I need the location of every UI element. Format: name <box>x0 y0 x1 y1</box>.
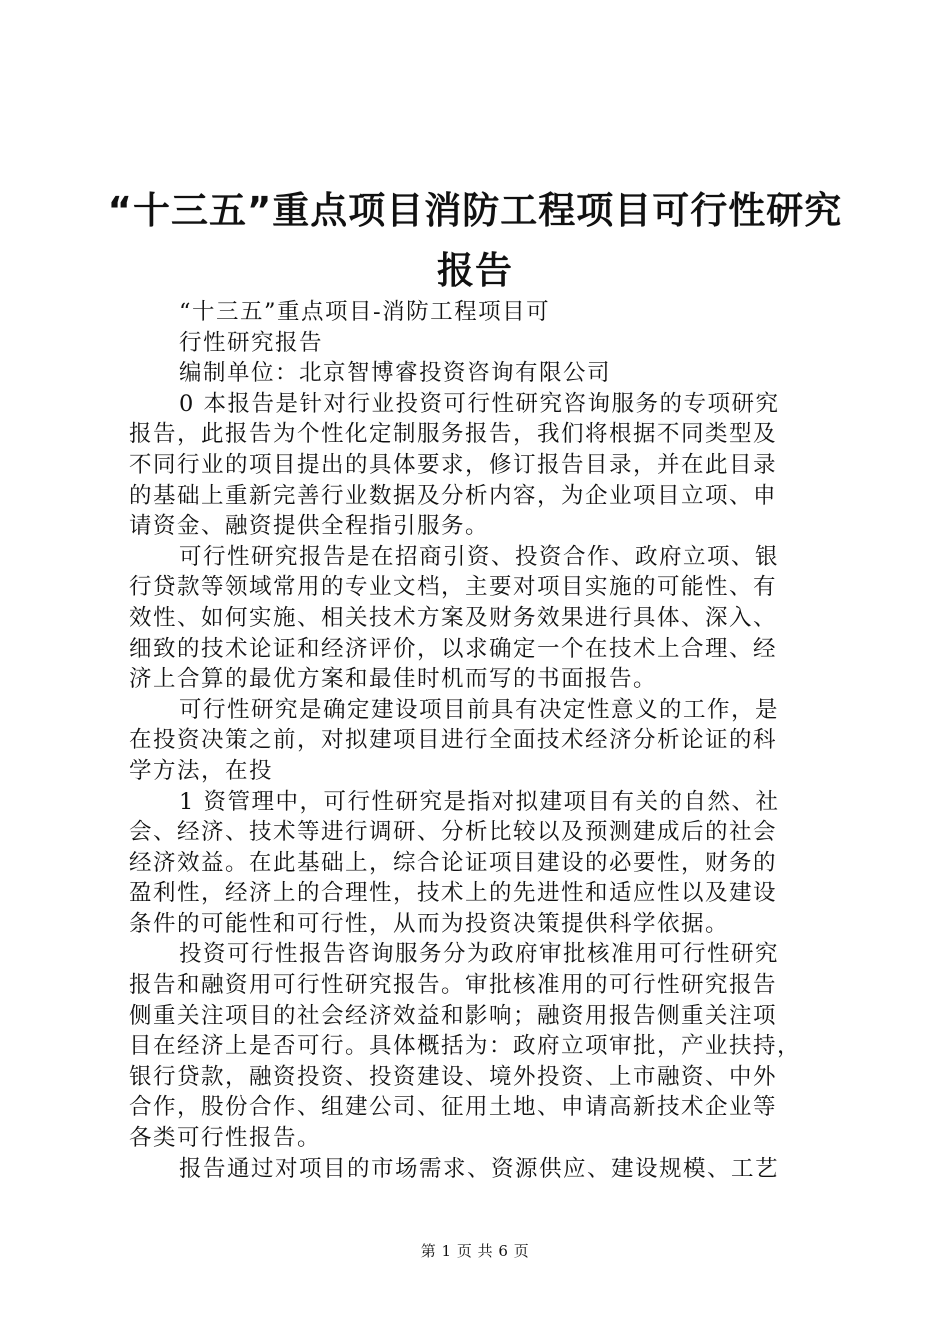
body-line: 济上合算的最优方案和最佳时机而写的书面报告。 <box>129 666 658 693</box>
body-line: 报告和融资用可行性研究报告。审批核准用的可行性研究报告 <box>129 972 778 999</box>
body-line: 条件的可能性和可行性，从而为投资决策提供科学依据。 <box>129 910 730 937</box>
body-line: 投资可行性报告咨询服务分为政府审批核准用可行性研究 <box>179 941 780 968</box>
page-footer: 第 1 页 共 6 页 <box>420 1242 530 1260</box>
body-line: 行性研究报告 <box>179 329 324 356</box>
body-line: 可行性研究是确定建设项目前具有决定性意义的工作，是 <box>179 696 780 723</box>
body-line: 细致的技术论证和经济评价，以求确定一个在技术上合理、经 <box>129 635 778 662</box>
body-line: 0 本报告是针对行业投资可行性研究咨询服务的专项研究 <box>179 390 780 417</box>
body-line: 在投资决策之前，对拟建项目进行全面技术经济分析论证的科 <box>129 727 778 754</box>
body-line: “十三五”重点项目-消防工程项目可 <box>179 299 551 325</box>
body-line: 经济效益。在此基础上，综合论证项目建设的必要性，财务的 <box>129 849 778 876</box>
body-line: 行贷款等领域常用的专业文档，主要对项目实施的可能性、有 <box>129 574 778 601</box>
body-line: 各类可行性报告。 <box>129 1125 322 1152</box>
body-line: 报告通过对项目的市场需求、资源供应、建设规模、工艺 <box>179 1155 780 1182</box>
body-line: 1 资管理中，可行性研究是指对拟建项目有关的自然、社 <box>179 788 780 815</box>
body-line: 会、经济、技术等进行调研、分析比较以及预测建成后的社会 <box>129 819 778 846</box>
body-line: 侧重关注项目的社会经济效益和影响；融资用报告侧重关注项 <box>129 1002 778 1029</box>
body-line: 目在经济上是否可行。具体概括为：政府立项审批，产业扶持， <box>129 1033 802 1060</box>
body-line: 可行性研究报告是在招商引资、投资合作、政府立项、银 <box>179 543 780 570</box>
body-line: 效性、如何实施、相关技术方案及财务效果进行具体、深入、 <box>129 604 778 631</box>
body-line: 银行贷款，融资投资、投资建设、境外投资、上市融资、中外 <box>129 1063 778 1090</box>
body-line: 报告，此报告为个性化定制服务报告，我们将根据不同类型及 <box>129 421 778 448</box>
body-line: 合作，股份合作、组建公司、征用土地、申请高新技术企业等 <box>129 1094 778 1121</box>
document-body <box>129 297 844 1184</box>
document-title-line-2: 报告 <box>437 249 513 292</box>
body-line: 学方法，在投 <box>129 757 274 784</box>
body-line: 请资金、融资提供全程指引服务。 <box>129 513 490 540</box>
body-line: 编制单位：北京智博睿投资咨询有限公司 <box>179 360 612 387</box>
body-line: 不同行业的项目提出的具体要求，修订报告目录，并在此目录 <box>129 451 778 478</box>
document-title-line-1: “十三五”重点项目消防工程项目可行性研究 <box>107 189 843 232</box>
body-line: 的基础上重新完善行业数据及分析内容，为企业项目立项、申 <box>129 482 778 509</box>
body-line: 盈利性，经济上的合理性，技术上的先进性和适应性以及建设 <box>129 880 778 907</box>
